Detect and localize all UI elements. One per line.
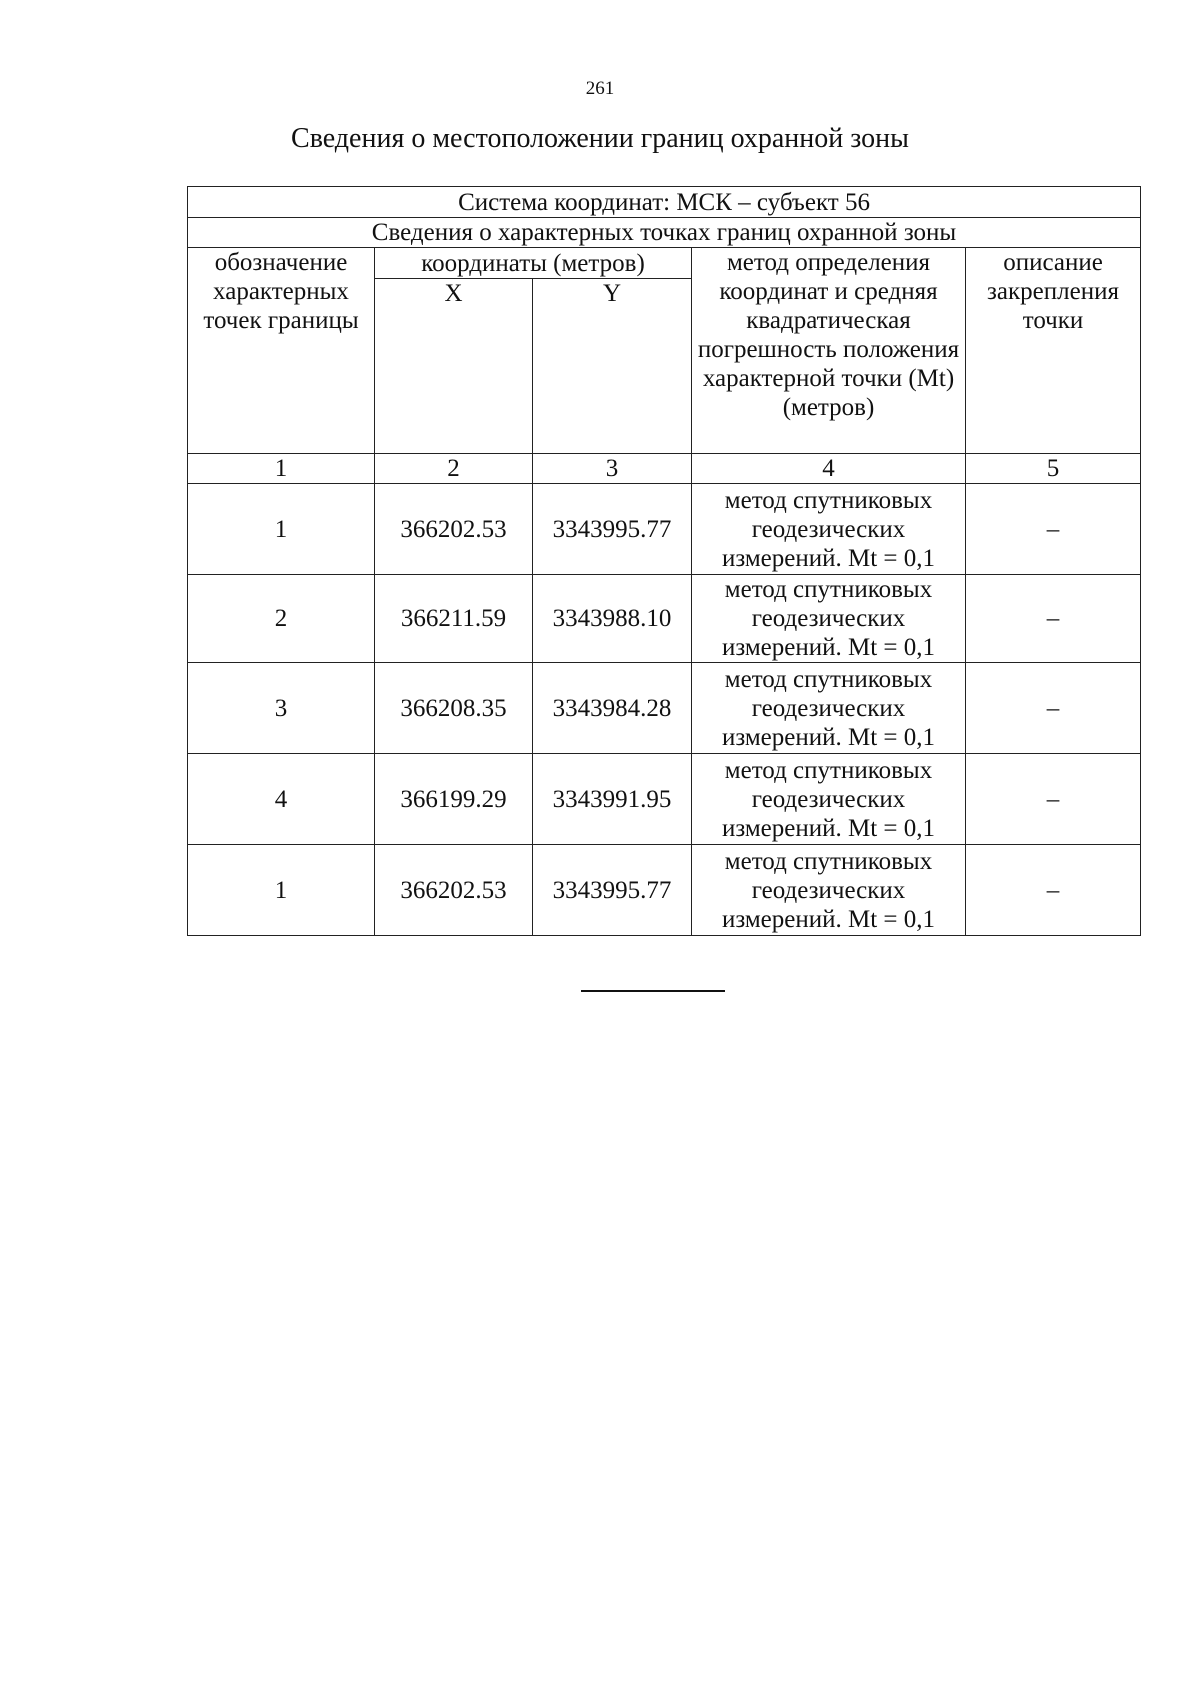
header-point-designation: обозначение характерных точек границы <box>188 248 375 454</box>
description-cell: – <box>966 754 1141 845</box>
description-cell: – <box>966 484 1141 575</box>
point-cell: 4 <box>188 754 375 845</box>
boundary-points-table <box>187 186 1141 936</box>
header-row <box>188 248 1141 279</box>
column-number: 4 <box>692 454 966 484</box>
point-cell: 2 <box>188 575 375 663</box>
x-cell: 366202.53 <box>375 845 533 936</box>
column-number: 3 <box>533 454 692 484</box>
page-number: 261 <box>585 78 615 99</box>
y-cell: 3343995.77 <box>533 845 692 936</box>
header-coordinates: координаты (метров) <box>375 248 692 279</box>
description-cell: – <box>966 845 1141 936</box>
description-cell: – <box>966 575 1141 663</box>
table-row <box>188 663 1141 754</box>
method-cell: метод спутниковых геодезических измерений. Mt = 0,1 <box>692 845 966 936</box>
x-cell: 366202.53 <box>375 484 533 575</box>
y-cell: 3343995.77 <box>533 484 692 575</box>
x-cell: 366199.29 <box>375 754 533 845</box>
header-method: метод определения координат и средняя квадратическая погрешность положения характерной точки (Mt) (метров) <box>692 248 966 454</box>
column-number: 2 <box>375 454 533 484</box>
section-title-row <box>188 218 1141 248</box>
point-cell: 3 <box>188 663 375 754</box>
document-title: Сведения о местоположении границ охранной зоны <box>291 123 909 154</box>
table-row <box>188 575 1141 663</box>
method-cell: метод спутниковых геодезических измерений. Mt = 0,1 <box>692 484 966 575</box>
column-number: 1 <box>188 454 375 484</box>
coordinate-system-row <box>188 187 1141 218</box>
x-cell: 366211.59 <box>375 575 533 663</box>
description-cell: – <box>966 663 1141 754</box>
point-cell: 1 <box>188 484 375 575</box>
table-row <box>188 845 1141 936</box>
header-y: Y <box>533 279 692 454</box>
y-cell: 3343988.10 <box>533 575 692 663</box>
end-divider <box>581 990 725 992</box>
table-row <box>188 754 1141 845</box>
x-cell: 366208.35 <box>375 663 533 754</box>
table-row <box>188 484 1141 575</box>
header-description: описание закрепления точки <box>966 248 1141 454</box>
point-cell: 1 <box>188 845 375 936</box>
method-cell: метод спутниковых геодезических измерений. Mt = 0,1 <box>692 663 966 754</box>
column-number: 5 <box>966 454 1141 484</box>
column-numbers-row <box>188 454 1141 484</box>
y-cell: 3343984.28 <box>533 663 692 754</box>
section-title-cell: Сведения о характерных точках границ охранной зоны <box>188 218 1141 248</box>
coordinate-system-cell: Система координат: МСК – субъект 56 <box>188 187 1141 218</box>
method-cell: метод спутниковых геодезических измерений. Mt = 0,1 <box>692 575 966 663</box>
header-x: X <box>375 279 533 454</box>
method-cell: метод спутниковых геодезических измерений. Mt = 0,1 <box>692 754 966 845</box>
y-cell: 3343991.95 <box>533 754 692 845</box>
